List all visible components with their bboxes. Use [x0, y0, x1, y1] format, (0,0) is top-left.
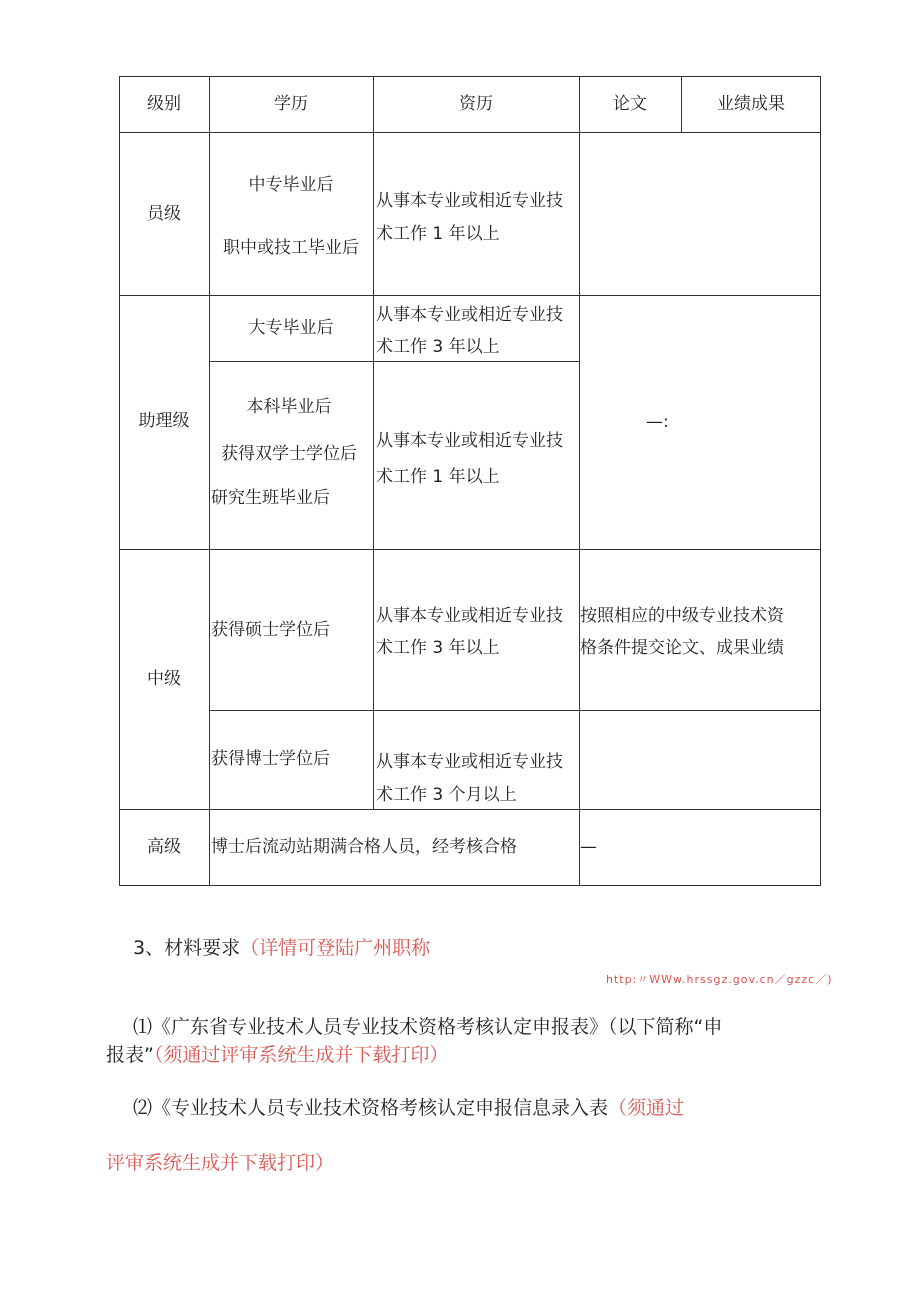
qualification-text: 从事本专业或相近专业技 [376, 606, 563, 626]
qualification-text: 从事本专业或相近专业技 [376, 191, 563, 211]
item-2-note: （须通过 [608, 1097, 685, 1119]
level-intermediate: 中级 [147, 669, 181, 689]
item-2-title: ⑵《专业技术人员专业技术资格考核认定申报信息录入表 [133, 1097, 609, 1119]
education-text: 本科毕业后 [246, 397, 332, 417]
education-text: 中专毕业后 [248, 175, 334, 195]
section-heading-title: 3、材料要求 [133, 937, 241, 959]
qualification-text: 从事本专业或相近专业技 [376, 431, 563, 451]
item-2-line-2: 评审系统生成并下载打印） [106, 1152, 335, 1174]
education-text: 获得博士学位后 [211, 749, 330, 769]
thesis-text: 按照相应的中级专业技术资 [580, 606, 784, 626]
header-education: 学历 [274, 94, 308, 114]
education-text: 研究生班毕业后 [211, 488, 330, 508]
item-2-line-1 [133, 1093, 684, 1123]
qualification-text: 术工作 1 年以上 [376, 224, 500, 244]
table-col-divider [681, 76, 682, 133]
education-text: 获得双学士学位后 [221, 444, 357, 464]
header-qualification: 资历 [459, 94, 493, 114]
item-1-line-2 [106, 1040, 448, 1070]
thesis-text: 格条件提交论文、成果业绩 [580, 638, 784, 658]
header-achievements: 业绩成果 [717, 94, 785, 114]
thesis-text: —: [646, 412, 669, 432]
item-1-note: （须通过评审系统生成并下载打印） [153, 1044, 449, 1066]
section-heading [133, 933, 430, 963]
qualification-text: 术工作 3 个月以上 [376, 785, 517, 805]
qualification-text: 术工作 3 年以上 [376, 638, 500, 658]
table-row-divider [209, 710, 821, 711]
table-row-divider [119, 295, 821, 296]
thesis-text: — [580, 837, 597, 857]
table-border-right [820, 76, 821, 886]
table-row-divider [119, 132, 821, 133]
table-col-divider [579, 76, 580, 886]
education-text: 大专毕业后 [248, 318, 334, 338]
table-border-left [119, 76, 120, 886]
education-text: 职中或技工毕业后 [223, 238, 359, 258]
header-level: 级别 [147, 94, 181, 114]
item-1-line-1: ⑴《广东省专业技术人员专业技术资格考核认定申报表》（以下简称“申 [133, 1016, 723, 1038]
table-border-bottom [119, 885, 821, 886]
level-assistant: 助理级 [138, 411, 190, 431]
website-link[interactable]: http:〃WWw.hrssgz.gov.cn／gzzc／) [606, 973, 833, 986]
level-senior: 高级 [147, 837, 181, 857]
qualification-text: 从事本专业或相近专业技 [376, 752, 563, 772]
section-heading-note: （详情可登陆广州职称 [240, 937, 431, 959]
education-text: 博士后流动站期满合格人员，经考核合格 [211, 837, 517, 857]
header-thesis: 论文 [613, 94, 647, 114]
qualification-text: 术工作 3 年以上 [376, 337, 500, 357]
item-1-title-end: 报表” [106, 1044, 154, 1066]
table-border-top [119, 76, 821, 77]
table-row-divider [119, 549, 821, 550]
level-staff: 员级 [147, 204, 181, 224]
qualification-text: 术工作 1 年以上 [376, 467, 500, 487]
qualification-text: 从事本专业或相近专业技 [376, 305, 563, 325]
education-text: 获得硕士学位后 [211, 620, 330, 640]
table-col-divider [209, 76, 210, 886]
table-col-divider [373, 76, 374, 810]
